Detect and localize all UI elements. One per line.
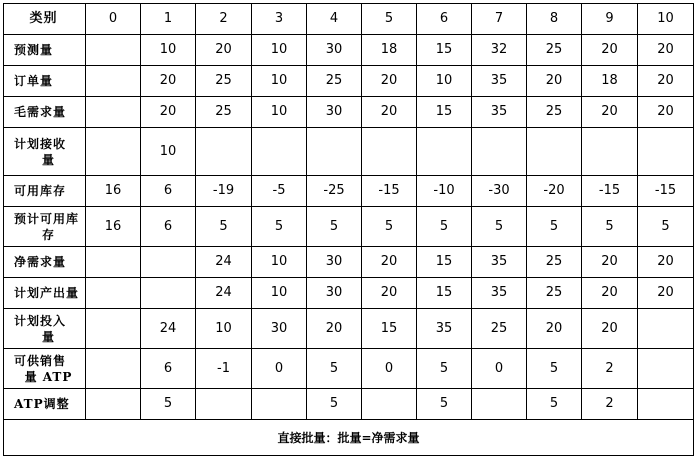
table-row [4,128,694,176]
row-label-cell [4,207,86,247]
table-cell: 10 [252,66,307,97]
table-row [4,349,694,389]
table-cell: 5 [417,389,472,420]
table-cell [362,128,417,176]
table-cell: 30 [252,309,307,349]
table-cell: -15 [582,176,638,207]
table-cell: 30 [307,247,362,278]
table-cell: 20 [141,66,196,97]
table-cell [638,349,694,389]
table-cell: 25 [196,66,252,97]
header-row [4,4,694,35]
row-label-line2: 存 [41,227,55,242]
row-label-cell: ATP调整 [4,389,86,420]
row-label-line1: 计划接收 [14,136,67,151]
table-cell: 35 [472,97,527,128]
table-cell [86,97,141,128]
table-cell: 35 [472,66,527,97]
table-cell: 5 [638,207,694,247]
table-cell: 5 [472,207,527,247]
table-cell: 10 [252,35,307,66]
table-cell: -1 [196,349,252,389]
header-period-cell: 3 [252,4,307,35]
table-cell: 5 [417,207,472,247]
header-period-cell: 7 [472,4,527,35]
table-cell: 20 [582,278,638,309]
table-cell: 18 [582,66,638,97]
header-period-cell: 9 [582,4,638,35]
table-cell [141,278,196,309]
table-cell: 20 [638,247,694,278]
table-cell [307,128,362,176]
table-cell: 25 [472,309,527,349]
table-cell [86,35,141,66]
table-cell: -15 [638,176,694,207]
row-label-line2: 量 ATP [24,369,73,384]
table-cell: -20 [527,176,582,207]
table-cell: 15 [417,35,472,66]
header-period-cell: 5 [362,4,417,35]
table-row [4,309,694,349]
header-label-cell: 类别 [4,4,86,35]
footer-note: 直接批量：批量=净需求量 [4,420,694,456]
table-cell: 24 [141,309,196,349]
table-cell [86,128,141,176]
table-cell: 10 [417,66,472,97]
table-cell: 24 [196,247,252,278]
table-cell [638,309,694,349]
table-cell: 20 [582,97,638,128]
table-cell [86,389,141,420]
table-cell: 5 [417,349,472,389]
table-cell: 25 [527,247,582,278]
table-row [4,35,694,66]
table-cell: 20 [141,97,196,128]
footer-row [4,420,694,456]
table-cell: 20 [582,309,638,349]
header-period-cell: 0 [86,4,141,35]
table-cell [141,247,196,278]
row-label-line2: 量 [41,329,55,344]
table-cell: 0 [252,349,307,389]
table-cell: 6 [141,176,196,207]
table-cell: 5 [196,207,252,247]
table-cell [86,66,141,97]
table-cell: 5 [527,349,582,389]
table-cell: 25 [527,35,582,66]
table-cell: 20 [362,247,417,278]
header-period-cell: 1 [141,4,196,35]
table-cell: 10 [141,35,196,66]
table-cell: 25 [527,278,582,309]
table-cell: 35 [472,247,527,278]
row-label-line1: 计划投入 [14,313,67,328]
table-cell: 6 [141,207,196,247]
table-row [4,176,694,207]
mps-table [3,3,694,456]
table-cell [86,349,141,389]
row-label-cell: 可用库存 [4,176,86,207]
header-period-cell: 10 [638,4,694,35]
table-cell: 10 [141,128,196,176]
header-period-cell: 4 [307,4,362,35]
table-cell: -15 [362,176,417,207]
row-label-line1: 预计可用库 [14,211,80,226]
table-cell: 20 [638,35,694,66]
table-cell: 30 [307,278,362,309]
table-cell: 20 [196,35,252,66]
table-cell [86,278,141,309]
table-cell: 20 [638,66,694,97]
row-label-cell: 预测量 [4,35,86,66]
row-label-cell [4,309,86,349]
table-cell: 25 [307,66,362,97]
table-cell: -30 [472,176,527,207]
header-period-cell: 2 [196,4,252,35]
table-cell: 25 [527,97,582,128]
table-cell: 6 [141,349,196,389]
row-label-cell: 毛需求量 [4,97,86,128]
table-cell: 16 [86,176,141,207]
table-cell: 20 [527,309,582,349]
table-cell: 5 [307,349,362,389]
table-cell: 25 [196,97,252,128]
table-cell: 5 [527,207,582,247]
table-cell [252,128,307,176]
header-period-cell: 6 [417,4,472,35]
table-cell: 24 [196,278,252,309]
table-cell: 16 [86,207,141,247]
table-cell [196,389,252,420]
table-cell: 5 [527,389,582,420]
table-cell: 10 [252,278,307,309]
table-cell [362,389,417,420]
table-cell: 15 [417,247,472,278]
table-cell: 18 [362,35,417,66]
table-cell: 10 [252,247,307,278]
row-label-cell [4,349,86,389]
table-cell: 0 [362,349,417,389]
table-cell [472,389,527,420]
table-cell: -5 [252,176,307,207]
table-row [4,247,694,278]
table-cell: 15 [362,309,417,349]
table-cell: -19 [196,176,252,207]
row-label-cell [4,128,86,176]
table-cell: 20 [527,66,582,97]
table-cell: 30 [307,97,362,128]
table-cell [417,128,472,176]
table-cell: 15 [417,278,472,309]
table-cell: -10 [417,176,472,207]
row-label-cell: 计划产出量 [4,278,86,309]
table-cell: 20 [582,35,638,66]
table-cell [638,389,694,420]
row-label-line2: 量 [41,152,55,167]
table-cell: 5 [252,207,307,247]
table-cell: 20 [362,97,417,128]
table-cell: 32 [472,35,527,66]
table-cell [527,128,582,176]
table-cell: 20 [638,97,694,128]
header-period-cell: 8 [527,4,582,35]
table-cell [582,128,638,176]
table-row [4,66,694,97]
table-body [4,4,694,456]
table-cell [472,128,527,176]
table-cell: 5 [307,207,362,247]
table-row [4,389,694,420]
row-label-cell: 净需求量 [4,247,86,278]
table-cell: 10 [196,309,252,349]
table-cell: 30 [307,35,362,66]
table-row [4,278,694,309]
table-cell: 5 [582,207,638,247]
table-cell [252,389,307,420]
table-cell: 35 [417,309,472,349]
table-cell: -25 [307,176,362,207]
table-cell [86,247,141,278]
table-cell: 20 [307,309,362,349]
table-cell: 10 [252,97,307,128]
table-cell [86,309,141,349]
table-cell: 5 [141,389,196,420]
table-cell: 20 [582,247,638,278]
table-cell: 0 [472,349,527,389]
row-label-cell: 订单量 [4,66,86,97]
table-cell: 20 [362,66,417,97]
table-row [4,207,694,247]
table-cell: 15 [417,97,472,128]
table-cell [638,128,694,176]
table-cell: 5 [362,207,417,247]
table-cell: 2 [582,349,638,389]
row-label-line1: 可供销售 [14,353,67,368]
table-cell: 20 [638,278,694,309]
table-cell: 5 [307,389,362,420]
table-cell: 35 [472,278,527,309]
table-cell [196,128,252,176]
table-cell: 20 [362,278,417,309]
table-cell: 2 [582,389,638,420]
table-row [4,97,694,128]
